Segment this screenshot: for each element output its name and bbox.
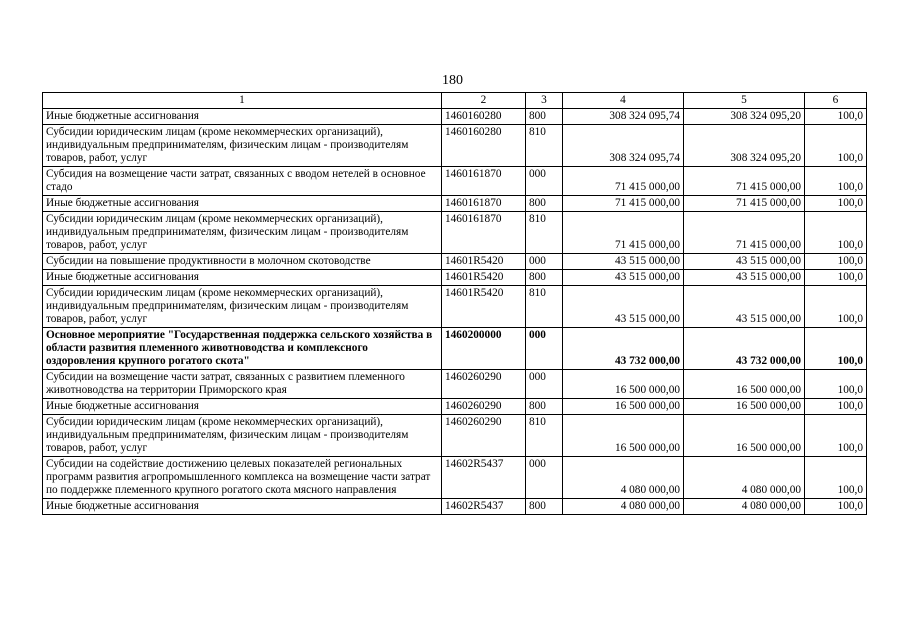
row-name-cell: Субсидии юридическим лицам (кроме некоммерческих организаций), индивидуальным предпринимателям, физическим лицам - производителям товаров, работ, услуг: [43, 212, 442, 254]
row-expense-type-cell: 000: [526, 167, 563, 196]
row-code-cell: 1460161870: [442, 167, 526, 196]
row-code-cell: 1460260290: [442, 399, 526, 415]
table-row: [43, 270, 867, 286]
row-name-cell: Иные бюджетные ассигнования: [43, 399, 442, 415]
row-name-cell: Субсидии на повышение продуктивности в молочном скотоводстве: [43, 254, 442, 270]
row-percent-cell: 100,0: [805, 125, 867, 167]
row-percent-cell: 100,0: [805, 399, 867, 415]
row-expense-type-cell: 800: [526, 196, 563, 212]
row-expense-type-cell: 000: [526, 328, 563, 370]
row-name-cell: Иные бюджетные ассигнования: [43, 499, 442, 515]
row-planned-amount-cell: 4 080 000,00: [563, 499, 684, 515]
budget-table-body: [43, 93, 867, 515]
column-number-row: [43, 93, 867, 109]
row-code-cell: 1460160280: [442, 109, 526, 125]
budget-table: [42, 92, 867, 515]
row-executed-amount-cell: 16 500 000,00: [684, 415, 805, 457]
row-name-cell: Субсидия на возмещение части затрат, связанных с вводом нетелей в основное стадо: [43, 167, 442, 196]
row-expense-type-cell: 810: [526, 286, 563, 328]
row-name-cell: Субсидии юридическим лицам (кроме некоммерческих организаций), индивидуальным предпринимателям, физическим лицам - производителям товаров, работ, услуг: [43, 415, 442, 457]
row-percent-cell: 100,0: [805, 196, 867, 212]
row-executed-amount-cell: 43 515 000,00: [684, 270, 805, 286]
table-row: [43, 212, 867, 254]
row-planned-amount-cell: 16 500 000,00: [563, 399, 684, 415]
row-name-cell: Иные бюджетные ассигнования: [43, 196, 442, 212]
row-planned-amount-cell: 43 515 000,00: [563, 286, 684, 328]
table-row: [43, 254, 867, 270]
row-executed-amount-cell: 308 324 095,20: [684, 125, 805, 167]
column-number-3: 3: [526, 93, 563, 109]
table-row: [43, 196, 867, 212]
row-name-cell: Субсидии на содействие достижению целевых показателей региональных программ развития агропромышленного комплекса на возмещение части затрат по поддержке племенного крупного рогатого скота мясного направления: [43, 457, 442, 499]
row-planned-amount-cell: 43 515 000,00: [563, 270, 684, 286]
row-percent-cell: 100,0: [805, 270, 867, 286]
row-name-cell: Субсидии юридическим лицам (кроме некоммерческих организаций), индивидуальным предпринимателям, физическим лицам - производителям товаров, работ, услуг: [43, 286, 442, 328]
row-percent-cell: 100,0: [805, 328, 867, 370]
row-executed-amount-cell: 4 080 000,00: [684, 499, 805, 515]
row-expense-type-cell: 810: [526, 125, 563, 167]
column-number-2: 2: [442, 93, 526, 109]
row-code-cell: 1460260290: [442, 370, 526, 399]
row-planned-amount-cell: 71 415 000,00: [563, 196, 684, 212]
row-percent-cell: 100,0: [805, 415, 867, 457]
table-row: [43, 328, 867, 370]
row-planned-amount-cell: 16 500 000,00: [563, 415, 684, 457]
row-percent-cell: 100,0: [805, 457, 867, 499]
table-row: [43, 457, 867, 499]
row-planned-amount-cell: 71 415 000,00: [563, 167, 684, 196]
row-executed-amount-cell: 43 515 000,00: [684, 286, 805, 328]
row-code-cell: 1460160280: [442, 125, 526, 167]
table-row: [43, 499, 867, 515]
row-code-cell: 14601R5420: [442, 270, 526, 286]
row-expense-type-cell: 800: [526, 399, 563, 415]
row-expense-type-cell: 000: [526, 457, 563, 499]
row-code-cell: 14601R5420: [442, 286, 526, 328]
row-executed-amount-cell: 43 515 000,00: [684, 254, 805, 270]
table-row: [43, 167, 867, 196]
row-name-cell: Субсидии юридическим лицам (кроме некоммерческих организаций), индивидуальным предпринимателям, физическим лицам - производителям товаров, работ, услуг: [43, 125, 442, 167]
row-expense-type-cell: 800: [526, 109, 563, 125]
table-row: [43, 415, 867, 457]
column-number-5: 5: [684, 93, 805, 109]
column-number-4: 4: [563, 93, 684, 109]
row-planned-amount-cell: 43 515 000,00: [563, 254, 684, 270]
row-planned-amount-cell: 43 732 000,00: [563, 328, 684, 370]
row-percent-cell: 100,0: [805, 212, 867, 254]
column-number-1: 1: [43, 93, 442, 109]
row-planned-amount-cell: 71 415 000,00: [563, 212, 684, 254]
row-executed-amount-cell: 308 324 095,20: [684, 109, 805, 125]
row-code-cell: 1460200000: [442, 328, 526, 370]
row-planned-amount-cell: 308 324 095,74: [563, 125, 684, 167]
row-executed-amount-cell: 4 080 000,00: [684, 457, 805, 499]
row-code-cell: 14601R5420: [442, 254, 526, 270]
table-row: [43, 370, 867, 399]
table-row: [43, 399, 867, 415]
row-planned-amount-cell: 16 500 000,00: [563, 370, 684, 399]
row-executed-amount-cell: 43 732 000,00: [684, 328, 805, 370]
row-expense-type-cell: 000: [526, 370, 563, 399]
row-percent-cell: 100,0: [805, 254, 867, 270]
row-code-cell: 1460161870: [442, 196, 526, 212]
row-name-cell: Субсидии на возмещение части затрат, связанных с развитием племенного животноводства на территории Приморского края: [43, 370, 442, 399]
row-percent-cell: 100,0: [805, 286, 867, 328]
table-row: [43, 109, 867, 125]
row-planned-amount-cell: 4 080 000,00: [563, 457, 684, 499]
row-expense-type-cell: 800: [526, 270, 563, 286]
row-code-cell: 1460161870: [442, 212, 526, 254]
row-expense-type-cell: 810: [526, 212, 563, 254]
row-executed-amount-cell: 16 500 000,00: [684, 370, 805, 399]
row-executed-amount-cell: 71 415 000,00: [684, 212, 805, 254]
column-number-6: 6: [805, 93, 867, 109]
row-executed-amount-cell: 71 415 000,00: [684, 196, 805, 212]
row-name-cell: Иные бюджетные ассигнования: [43, 270, 442, 286]
row-executed-amount-cell: 71 415 000,00: [684, 167, 805, 196]
row-percent-cell: 100,0: [805, 167, 867, 196]
table-row: [43, 286, 867, 328]
row-expense-type-cell: 810: [526, 415, 563, 457]
row-code-cell: 1460260290: [442, 415, 526, 457]
row-code-cell: 14602R5437: [442, 457, 526, 499]
table-row: [43, 125, 867, 167]
row-executed-amount-cell: 16 500 000,00: [684, 399, 805, 415]
page-number: 180: [442, 73, 463, 88]
row-planned-amount-cell: 308 324 095,74: [563, 109, 684, 125]
row-expense-type-cell: 000: [526, 254, 563, 270]
row-percent-cell: 100,0: [805, 370, 867, 399]
row-expense-type-cell: 800: [526, 499, 563, 515]
row-code-cell: 14602R5437: [442, 499, 526, 515]
row-name-cell: Иные бюджетные ассигнования: [43, 109, 442, 125]
row-name-cell: Основное мероприятие "Государственная поддержка сельского хозяйства в области развития племенного животноводства и комплексного оздоровления крупного рогатого скота": [43, 328, 442, 370]
row-percent-cell: 100,0: [805, 109, 867, 125]
row-percent-cell: 100,0: [805, 499, 867, 515]
